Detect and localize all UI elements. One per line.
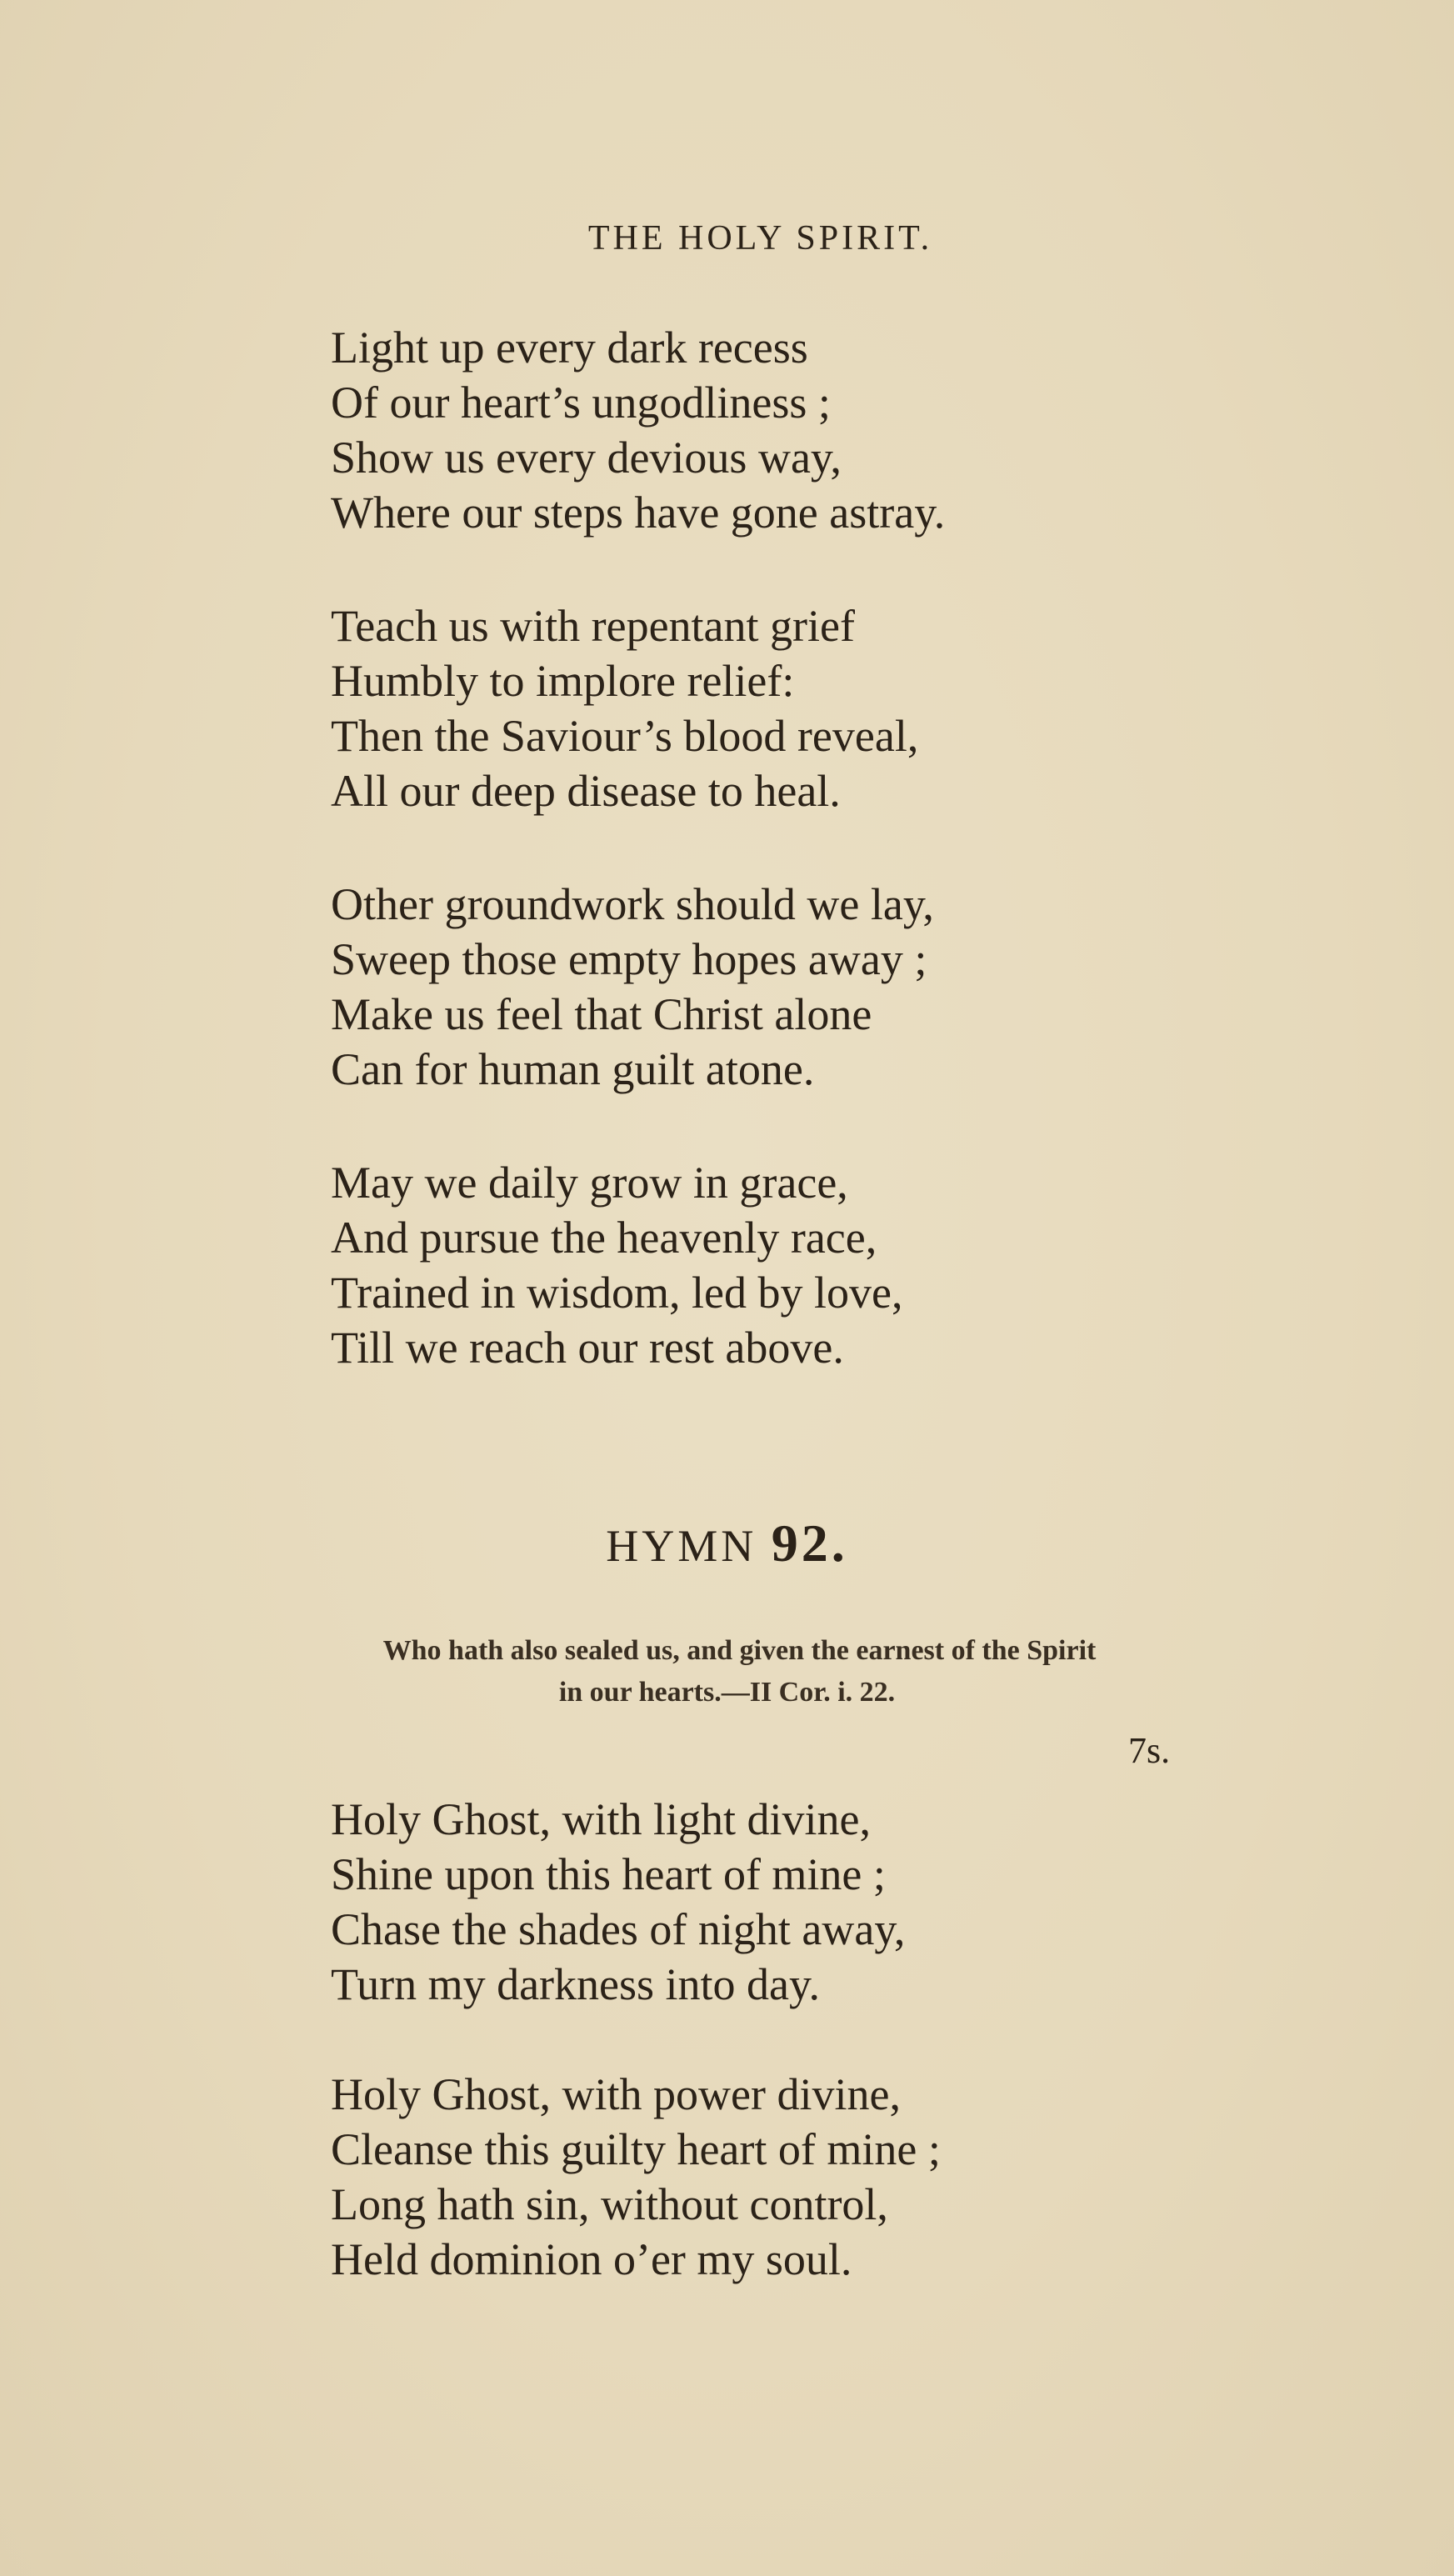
verse-line: Other groundwork should we lay, bbox=[331, 879, 934, 929]
verse-line: All our deep disease to heal. bbox=[331, 766, 841, 816]
verse-line: Show us every devious way, bbox=[331, 433, 842, 483]
verse-line: Held dominion o’er my soul. bbox=[331, 2234, 852, 2284]
verse-line: Where our steps have gone astray. bbox=[331, 488, 946, 538]
stanza bbox=[331, 2067, 941, 2287]
verse-line: Teach us with repentant grief bbox=[331, 601, 855, 651]
meter-indicator: 7s. bbox=[1128, 1730, 1171, 1771]
verse-line: Light up every dark recess bbox=[331, 323, 808, 373]
stanza bbox=[331, 320, 945, 540]
epigraph-line-1: Who hath also sealed us, and given the earnest of the Spirit bbox=[382, 1635, 1097, 1666]
verse-line: Long hath sin, without control, bbox=[331, 2179, 888, 2229]
stanza bbox=[331, 1155, 902, 1375]
verse-line: May we daily grow in grace, bbox=[331, 1158, 848, 1208]
verse-line: Shine upon this heart of mine ; bbox=[331, 1849, 886, 1899]
verse-line: Sweep those empty hopes away ; bbox=[331, 934, 927, 984]
epigraph-line-2: in our hearts.—II Cor. i. 22. bbox=[558, 1677, 896, 1708]
verse-line: Make us feel that Christ alone bbox=[331, 989, 872, 1039]
verse-line: Turn my darkness into day. bbox=[331, 1959, 820, 2009]
verse-line: And pursue the heavenly race, bbox=[331, 1213, 877, 1263]
verse-line: Trained in wisdom, led by love, bbox=[331, 1268, 903, 1318]
verse-line: Can for human guilt atone. bbox=[331, 1044, 815, 1094]
verse-line: Holy Ghost, with power divine, bbox=[331, 2069, 901, 2119]
hymn-label: HYMN bbox=[606, 1521, 757, 1571]
stanza bbox=[331, 1792, 905, 2012]
verse-line: Chase the shades of night away, bbox=[331, 1904, 906, 1954]
running-head: THE HOLY SPIRIT. bbox=[587, 219, 933, 258]
stanza bbox=[331, 598, 918, 818]
verse-line: Till we reach our rest above. bbox=[331, 1323, 844, 1373]
verse-line: Cleanse this guilty heart of mine ; bbox=[331, 2124, 941, 2174]
verse-line: Of our heart’s ungodliness ; bbox=[331, 378, 831, 428]
verse-line: Holy Ghost, with light divine, bbox=[331, 1794, 871, 1844]
verse-line: Humbly to implore relief: bbox=[331, 656, 795, 706]
stanza bbox=[331, 877, 934, 1097]
hymn-title bbox=[0, 1513, 1454, 1574]
verse-line: Then the Saviour’s blood reveal, bbox=[331, 711, 919, 761]
hymn-number: 92. bbox=[771, 1513, 848, 1573]
